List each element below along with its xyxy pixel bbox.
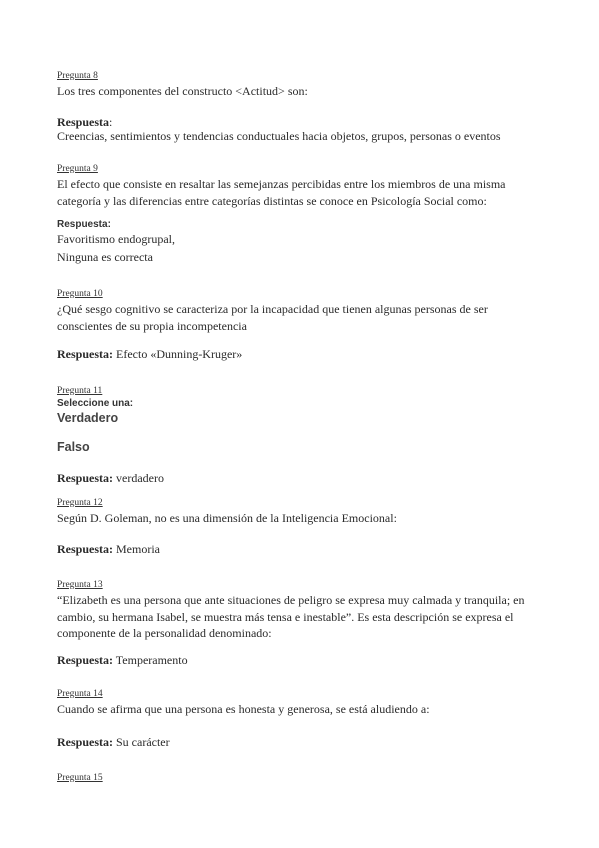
- question-10-text-line-2: conscientes de su propia incompetencia: [57, 319, 247, 333]
- question-12-text: Según D. Goleman, no es una dimensión de la Inteligencia Emocional:: [57, 511, 397, 525]
- question-8-answer: Creencias, sentimientos y tendencias conductuales hacia objetos, grupos, personas o eventos: [57, 129, 501, 143]
- answer-label: Respuesta: [57, 115, 110, 129]
- question-13-label: Pregunta 13: [57, 580, 103, 590]
- question-9-text-line-1: El efecto que consiste en resaltar las semejanzas percibidas entre los miembros de una misma: [57, 177, 506, 191]
- question-9-answer-line-2: Ninguna es correcta: [57, 250, 153, 264]
- answer-value: verdadero: [116, 471, 164, 485]
- answer-value: Temperamento: [115, 653, 188, 667]
- question-9-answer-label: Respuesta:: [57, 219, 111, 230]
- answer-label: Respuesta:: [57, 542, 113, 556]
- question-13-text-line-3: componente de la personalidad denominado:: [57, 626, 272, 640]
- option-verdadero[interactable]: Verdadero: [57, 411, 119, 425]
- question-13-text-line-1: “Elizabeth es una persona que ante situaciones de peligro se expresa muy calmada y tranquila; en: [57, 593, 525, 607]
- question-9-label: Pregunta 9: [57, 164, 98, 174]
- question-14-text: Cuando se afirma que una persona es honesta y generosa, se está aludiendo a:: [57, 702, 430, 716]
- answer-value: Efecto «Dunning-Kruger»: [116, 347, 243, 361]
- question-10-label: Pregunta 10: [57, 289, 103, 299]
- question-11-select-label: Seleccione una:: [57, 398, 134, 409]
- question-14-label: Pregunta 14: [57, 689, 103, 699]
- question-11-label: Pregunta 11: [57, 386, 103, 396]
- question-9-answer-line-1: Favoritismo endogrupal,: [57, 232, 175, 246]
- question-11-answer: [57, 471, 164, 486]
- question-12-label: Pregunta 12: [57, 498, 103, 508]
- answer-label: Respuesta:: [57, 735, 113, 749]
- answer-value: Memoria: [116, 542, 160, 556]
- question-13-text-line-2: cambio, su hermana Isabel, se muestra más tensa e inestable”. Es esta descripción se expresa el: [57, 610, 514, 624]
- question-10-answer: [57, 347, 242, 362]
- answer-colon: :: [109, 115, 113, 129]
- answer-label: Respuesta:: [57, 347, 113, 361]
- answer-label: Respuesta:: [57, 471, 113, 485]
- question-15-label: Pregunta 15: [57, 773, 103, 783]
- question-8-text: Los tres componentes del constructo <Actitud> son:: [57, 84, 308, 98]
- answer-value: Su carácter: [116, 735, 170, 749]
- question-9-text-line-2: categoría y las diferencias entre categorías distintas se conoce en Psicología Social como:: [57, 194, 487, 208]
- question-14-answer: [57, 735, 170, 750]
- answer-label: Respuesta:: [57, 653, 113, 667]
- question-12-answer: [57, 542, 160, 557]
- option-falso[interactable]: Falso: [57, 440, 90, 454]
- question-8-label: Pregunta 8: [57, 71, 98, 81]
- question-10-text-line-1: ¿Qué sesgo cognitivo se caracteriza por la incapacidad que tienen algunas personas de ser: [57, 302, 488, 316]
- question-13-answer: [57, 653, 188, 668]
